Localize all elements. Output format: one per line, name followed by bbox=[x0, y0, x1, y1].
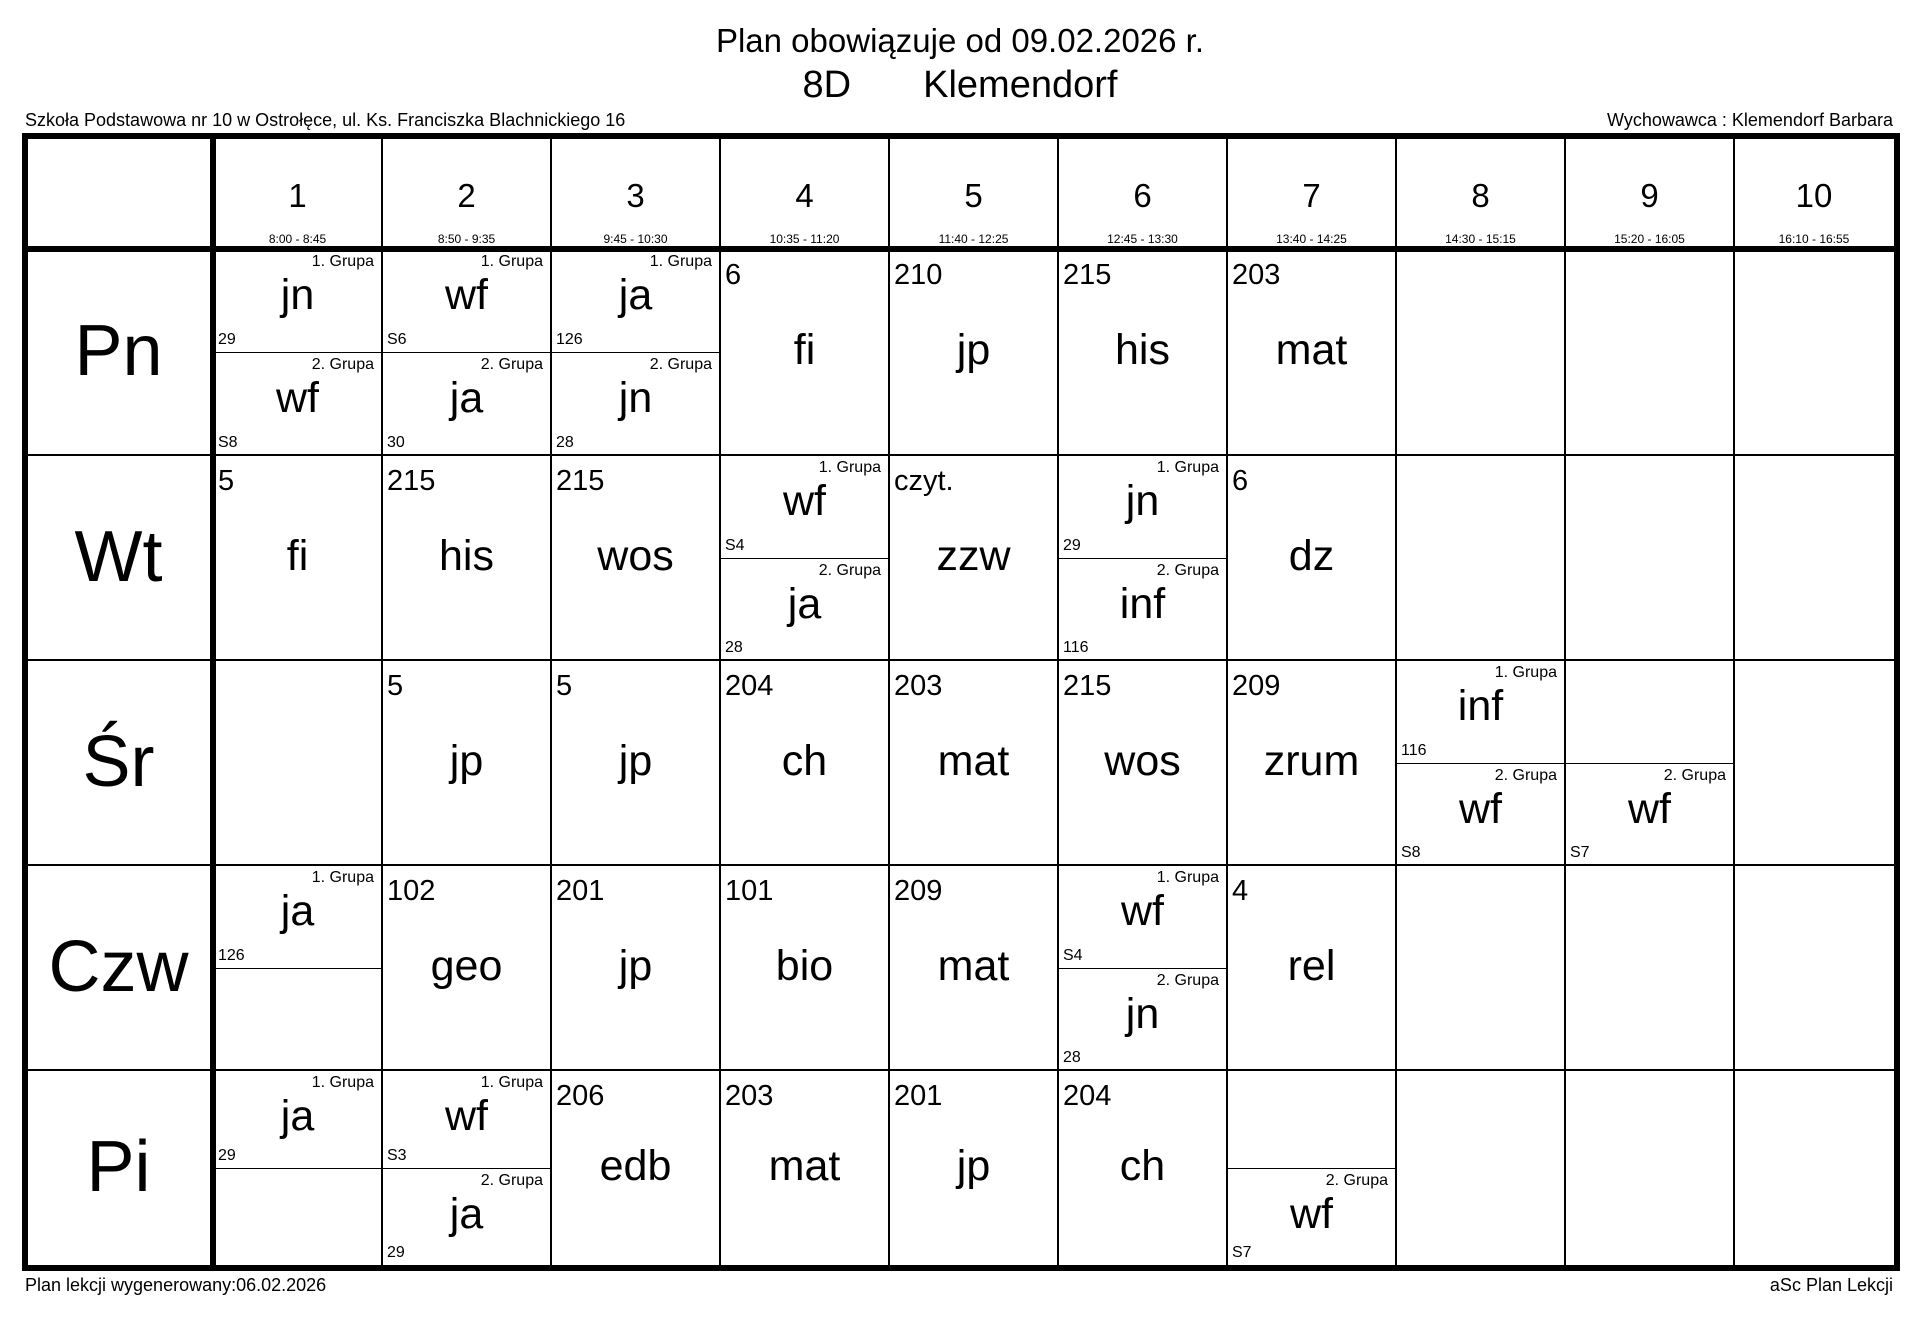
group-room: 116 bbox=[1063, 639, 1089, 656]
group-room: 29 bbox=[1063, 536, 1081, 554]
period-header bbox=[382, 139, 551, 249]
lesson-cell bbox=[720, 1070, 889, 1265]
class-name: Klemendorf bbox=[923, 64, 1118, 106]
lesson-cell bbox=[551, 865, 720, 1070]
subject: wos bbox=[597, 531, 674, 580]
group-divider bbox=[382, 1168, 551, 1169]
group-lesson bbox=[382, 1070, 551, 1168]
group-room: S8 bbox=[218, 434, 238, 451]
day-label: Pn bbox=[74, 311, 163, 391]
group-lesson bbox=[1058, 865, 1227, 968]
group-label: 2. Grupa bbox=[1494, 766, 1557, 784]
period-number: 10 bbox=[1795, 177, 1833, 214]
lesson-cell bbox=[382, 660, 551, 865]
group-lesson bbox=[1058, 558, 1227, 661]
subject: mat bbox=[768, 1141, 841, 1190]
lesson-cell bbox=[382, 865, 551, 1070]
group-room: S3 bbox=[387, 1146, 407, 1164]
group-subject: jn bbox=[280, 271, 315, 319]
lesson-cell bbox=[551, 455, 720, 660]
subject: zzw bbox=[936, 531, 1011, 580]
class-title bbox=[0, 64, 1920, 107]
group-lesson bbox=[213, 352, 382, 455]
period-time: 8:00 - 8:45 bbox=[268, 232, 327, 246]
group-label: 2. Grupa bbox=[1156, 971, 1219, 989]
subject: ch bbox=[1119, 1141, 1166, 1190]
group-lesson bbox=[720, 455, 889, 558]
group-lesson bbox=[720, 558, 889, 661]
group-divider bbox=[1058, 558, 1227, 559]
group-label: 1. Grupa bbox=[818, 459, 881, 476]
group-lesson bbox=[1565, 763, 1734, 866]
lesson-cell bbox=[1058, 865, 1227, 1070]
room-number: 215 bbox=[556, 465, 605, 497]
room-number: 215 bbox=[1063, 670, 1112, 702]
period-number: 4 bbox=[795, 177, 814, 214]
period-time: 11:40 - 12:25 bbox=[938, 232, 1009, 246]
room-number: 5 bbox=[556, 670, 573, 702]
subject: ch bbox=[781, 736, 828, 785]
group-label: 1. Grupa bbox=[480, 253, 543, 270]
group-label: 2. Grupa bbox=[480, 356, 543, 373]
group-room: S4 bbox=[725, 536, 745, 554]
group-room: 28 bbox=[725, 639, 743, 656]
room-number: 5 bbox=[387, 670, 404, 702]
group-room: 29 bbox=[387, 1244, 405, 1261]
period-time: 10:35 - 11:20 bbox=[769, 232, 840, 246]
lesson-cell bbox=[382, 249, 551, 455]
room-number: 209 bbox=[1232, 670, 1281, 702]
lesson-cell bbox=[720, 249, 889, 455]
group-subject: wf bbox=[1628, 784, 1671, 833]
group-label: 1. Grupa bbox=[311, 253, 374, 270]
period-header bbox=[1227, 139, 1396, 249]
period-time: 9:45 - 10:30 bbox=[603, 232, 668, 246]
valid-from-title: Plan obowiązuje od 09.02.2026 r. bbox=[715, 22, 1205, 59]
period-number: 1 bbox=[288, 177, 307, 214]
room-number: 102 bbox=[387, 875, 436, 907]
group-subject: ja bbox=[449, 1189, 484, 1238]
lesson-cell bbox=[720, 455, 889, 660]
lesson-cell bbox=[889, 1070, 1058, 1265]
lesson-cell bbox=[1058, 455, 1227, 660]
day-label: Wt bbox=[74, 516, 163, 597]
group-subject: wf bbox=[1121, 887, 1164, 935]
group-room: 116 bbox=[1401, 741, 1427, 759]
group-subject: inf bbox=[1457, 682, 1504, 730]
group-subject: ja bbox=[618, 271, 653, 319]
subject: mat bbox=[937, 736, 1010, 785]
subject: zrum bbox=[1263, 736, 1360, 785]
period-number: 6 bbox=[1133, 177, 1152, 214]
group-subject: jn bbox=[1125, 989, 1160, 1038]
group-divider bbox=[1227, 1168, 1396, 1169]
room-number: 6 bbox=[1232, 465, 1249, 497]
group-lesson bbox=[213, 249, 382, 352]
period-header bbox=[889, 139, 1058, 249]
group-label: 2. Grupa bbox=[1325, 1171, 1388, 1189]
group-lesson bbox=[551, 352, 720, 455]
lesson-cell bbox=[213, 249, 382, 455]
lesson-cell bbox=[382, 1070, 551, 1265]
room-number: 201 bbox=[556, 875, 605, 907]
group-label: 1. Grupa bbox=[480, 1074, 543, 1091]
group-room: S7 bbox=[1570, 844, 1590, 861]
group-room: 29 bbox=[218, 331, 236, 348]
room-number: czyt. bbox=[894, 465, 954, 497]
group-divider bbox=[1058, 968, 1227, 969]
subject: dz bbox=[1288, 531, 1335, 580]
room-number: 206 bbox=[556, 1080, 605, 1112]
lesson-cell bbox=[1227, 455, 1396, 660]
room-number: 4 bbox=[1232, 875, 1249, 907]
room-number: 203 bbox=[894, 670, 943, 702]
period-time: 16:10 - 16:55 bbox=[1778, 232, 1850, 246]
lesson-cell bbox=[382, 455, 551, 660]
group-lesson bbox=[213, 865, 382, 968]
timetable-grid bbox=[22, 133, 1900, 1271]
group-subject: ja bbox=[280, 887, 315, 935]
group-subject: wf bbox=[445, 271, 488, 319]
group-subject: ja bbox=[280, 1092, 315, 1140]
lesson-cell bbox=[551, 249, 720, 455]
subject: jp bbox=[956, 1141, 991, 1190]
period-header bbox=[551, 139, 720, 249]
group-label: 1. Grupa bbox=[1156, 869, 1219, 886]
room-number: 201 bbox=[894, 1080, 943, 1112]
subject: fi bbox=[793, 326, 816, 374]
room-number: 203 bbox=[1232, 259, 1281, 291]
subject: jp bbox=[956, 326, 991, 374]
group-subject: wf bbox=[445, 1092, 488, 1140]
group-room: 126 bbox=[556, 331, 583, 348]
room-number: 6 bbox=[725, 259, 742, 291]
group-divider bbox=[551, 352, 720, 353]
group-room: 28 bbox=[556, 434, 574, 451]
lesson-cell bbox=[889, 865, 1058, 1070]
lesson-cell bbox=[1227, 1070, 1396, 1265]
room-number: 215 bbox=[387, 465, 436, 497]
period-number: 5 bbox=[964, 177, 983, 214]
subject: mat bbox=[1275, 326, 1348, 374]
form-teacher: Wychowawca : Klemendorf Barbara bbox=[1607, 110, 1893, 130]
lesson-cell bbox=[889, 660, 1058, 865]
group-lesson bbox=[1227, 1168, 1396, 1266]
subject: edb bbox=[599, 1141, 672, 1190]
period-time: 14:30 - 15:15 bbox=[1445, 232, 1516, 246]
group-room: S6 bbox=[387, 331, 407, 348]
period-number: 2 bbox=[457, 177, 476, 214]
lesson-cell bbox=[551, 1070, 720, 1265]
room-number: 204 bbox=[1063, 1080, 1112, 1112]
group-lesson bbox=[1058, 455, 1227, 558]
group-label: 2. Grupa bbox=[1663, 766, 1726, 784]
period-header bbox=[1565, 139, 1734, 249]
lesson-cell bbox=[1227, 660, 1396, 865]
group-divider bbox=[213, 352, 382, 353]
subject: jp bbox=[618, 736, 653, 785]
room-number: 204 bbox=[725, 670, 774, 702]
group-lesson bbox=[1396, 763, 1565, 866]
lesson-cell bbox=[720, 865, 889, 1070]
lesson-cell bbox=[1396, 660, 1565, 865]
group-lesson bbox=[551, 249, 720, 352]
group-subject: inf bbox=[1119, 579, 1166, 628]
group-subject: jn bbox=[1125, 477, 1160, 525]
group-room: 29 bbox=[218, 1146, 236, 1164]
period-number: 9 bbox=[1640, 177, 1659, 214]
period-header bbox=[720, 139, 889, 249]
group-lesson bbox=[1058, 968, 1227, 1071]
group-lesson bbox=[213, 1070, 382, 1168]
group-subject: jn bbox=[618, 374, 653, 422]
class-code: 8D bbox=[802, 64, 852, 106]
group-label: 2. Grupa bbox=[480, 1171, 543, 1189]
subject: bio bbox=[775, 941, 834, 990]
period-header bbox=[1396, 139, 1565, 249]
group-room: 126 bbox=[218, 946, 245, 964]
group-room: 30 bbox=[387, 434, 405, 451]
lesson-cell bbox=[1565, 660, 1734, 865]
subject: rel bbox=[1287, 941, 1336, 990]
lesson-cell bbox=[720, 660, 889, 865]
room-number: 210 bbox=[894, 259, 943, 291]
group-subject: wf bbox=[276, 374, 319, 422]
lesson-cell bbox=[1058, 1070, 1227, 1265]
lesson-cell bbox=[889, 249, 1058, 455]
lesson-cell bbox=[1058, 660, 1227, 865]
group-label: 1. Grupa bbox=[311, 1074, 374, 1091]
period-header bbox=[1058, 139, 1227, 249]
group-subject: wf bbox=[1459, 784, 1502, 833]
period-time: 13:40 - 14:25 bbox=[1276, 232, 1347, 246]
group-subject: wf bbox=[1290, 1189, 1333, 1238]
group-divider bbox=[1565, 763, 1734, 764]
subject: his bbox=[439, 531, 494, 580]
group-label: 1. Grupa bbox=[311, 869, 374, 886]
group-divider bbox=[720, 558, 889, 559]
group-label: 1. Grupa bbox=[649, 253, 712, 270]
period-time: 8:50 - 9:35 bbox=[437, 232, 496, 246]
group-room: S4 bbox=[1063, 946, 1083, 964]
room-number: 215 bbox=[1063, 259, 1112, 291]
generated-date: Plan lekcji wygenerowany:06.02.2026 bbox=[25, 1275, 327, 1295]
group-label: 1. Grupa bbox=[1494, 664, 1557, 681]
group-divider bbox=[382, 352, 551, 353]
group-label: 2. Grupa bbox=[649, 356, 712, 373]
period-time: 12:45 - 13:30 bbox=[1107, 232, 1178, 246]
subject: his bbox=[1115, 326, 1170, 374]
subject: geo bbox=[430, 941, 503, 990]
lesson-cell bbox=[1058, 249, 1227, 455]
day-label: Śr bbox=[82, 721, 155, 802]
lesson-cell bbox=[889, 455, 1058, 660]
group-lesson bbox=[382, 352, 551, 455]
group-subject: ja bbox=[449, 374, 484, 422]
lesson-cell bbox=[1227, 865, 1396, 1070]
day-label: Pi bbox=[86, 1126, 151, 1207]
group-label: 1. Grupa bbox=[1156, 459, 1219, 476]
group-label: 2. Grupa bbox=[1156, 561, 1219, 579]
group-subject: ja bbox=[787, 579, 822, 628]
group-label: 2. Grupa bbox=[311, 356, 374, 373]
group-label: 2. Grupa bbox=[818, 561, 881, 579]
subject: mat bbox=[937, 941, 1010, 990]
room-number: 5 bbox=[218, 465, 235, 497]
software-name: aSc Plan Lekcji bbox=[1769, 1275, 1893, 1295]
period-header bbox=[1734, 139, 1894, 249]
group-lesson bbox=[382, 1168, 551, 1266]
period-time: 15:20 - 16:05 bbox=[1614, 232, 1685, 246]
group-lesson bbox=[1396, 660, 1565, 763]
school-name: Szkoła Podstawowa nr 10 w Ostrołęce, ul. Ks. Franciszka Blachnickiego 16 bbox=[25, 110, 626, 130]
room-number: 203 bbox=[725, 1080, 774, 1112]
day-label: Czw bbox=[48, 926, 189, 1007]
group-room: 28 bbox=[1063, 1049, 1081, 1066]
group-divider bbox=[213, 968, 382, 969]
group-subject: wf bbox=[783, 477, 826, 525]
lesson-cell bbox=[551, 660, 720, 865]
period-header bbox=[213, 139, 382, 249]
lesson-cell bbox=[213, 1070, 382, 1265]
subject: fi bbox=[286, 531, 309, 580]
group-lesson bbox=[382, 249, 551, 352]
subject: jp bbox=[618, 941, 653, 990]
lesson-cell bbox=[213, 455, 382, 660]
group-room: S8 bbox=[1401, 844, 1421, 861]
subject: wos bbox=[1104, 736, 1181, 785]
period-number: 8 bbox=[1471, 177, 1490, 214]
lesson-cell bbox=[213, 865, 382, 1070]
group-room: S7 bbox=[1232, 1244, 1252, 1261]
group-divider bbox=[1396, 763, 1565, 764]
group-divider bbox=[213, 1168, 382, 1169]
subject: jp bbox=[449, 736, 484, 785]
room-number: 101 bbox=[725, 875, 774, 907]
period-number: 3 bbox=[626, 177, 645, 214]
lesson-cell bbox=[1227, 249, 1396, 455]
period-number: 7 bbox=[1302, 177, 1321, 214]
room-number: 209 bbox=[894, 875, 943, 907]
